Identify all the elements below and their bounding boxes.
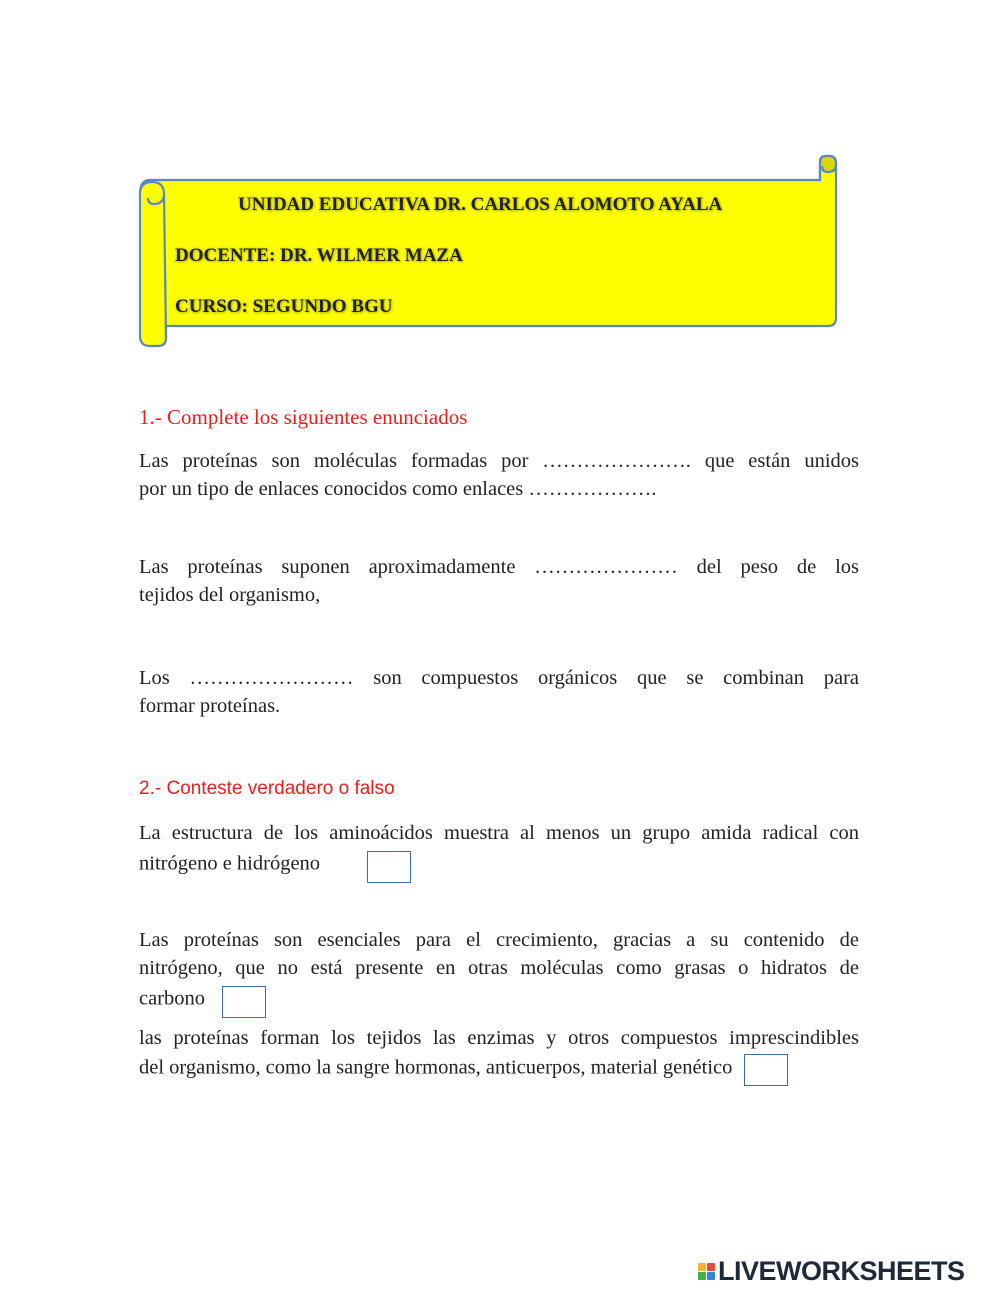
section2-q3-line2: del organismo, como la sangre hormonas, anticuerpos, material genético [139, 1056, 733, 1079]
section2-title: 2.- Conteste verdadero o falso [139, 778, 395, 799]
answer-box-1[interactable] [367, 851, 411, 883]
answer-box-2[interactable] [222, 986, 266, 1018]
section2-q2-line2: nitrógeno, que no está presente en otras moléculas como grasas o hidratos de [139, 957, 859, 979]
section1-q1-line2: por un tipo de enlaces conocidos como enlaces ………………. [139, 478, 657, 500]
section2-q1-line1: La estructura de los aminoácidos muestra al menos un grupo amida radical con [139, 822, 859, 844]
section1-q2-line2: tejidos del organismo, [139, 584, 321, 606]
liveworksheets-logo-text: LIVEWORKSHEETS [718, 1256, 965, 1286]
section2-q2-line1: Las proteínas son esenciales para el crecimiento, gracias a su contenido de [139, 929, 859, 951]
school-name: UNIDAD EDUCATIVA DR. CARLOS ALOMOTO AYALA [238, 194, 723, 215]
section2-q3-line2-wrap [139, 1052, 859, 1086]
section1-question1 [139, 447, 859, 503]
section1-q1-line1: Las proteínas son moléculas formadas por …………………. que están unidos [139, 450, 859, 472]
section1-q2-line1: Las proteínas suponen aproximadamente ………………… del peso de los [139, 556, 859, 578]
section1-q3-line1: Los …………………… son compuestos orgánicos que se combinan para [139, 667, 859, 689]
section2-q1-line2: nitrógeno e hidrógeno [139, 852, 321, 875]
section2-question3 [139, 1024, 859, 1086]
course-name: CURSO: SEGUNDO BGU [175, 296, 393, 317]
section2-q3-line1: las proteínas forman los tejidos las enzimas y otros compuestos imprescindibles [139, 1027, 859, 1049]
teacher-name: DOCENTE: DR. WILMER MAZA [175, 245, 463, 266]
section1-title: 1.- Complete los siguientes enunciados [139, 405, 468, 429]
section2-question2 [139, 926, 859, 1018]
section1-question2 [139, 553, 859, 609]
liveworksheets-logo[interactable] [698, 1256, 965, 1287]
section2-q1-line2-wrap [139, 847, 859, 883]
section2-question1 [139, 819, 859, 883]
liveworksheets-logo-icon [698, 1263, 715, 1280]
section2-q2-line3: carbono [139, 987, 206, 1010]
section1-q3-line2: formar proteínas. [139, 695, 281, 717]
section1-question3 [139, 664, 859, 720]
answer-box-3[interactable] [744, 1054, 788, 1086]
section2-q2-line3-wrap [139, 982, 859, 1018]
